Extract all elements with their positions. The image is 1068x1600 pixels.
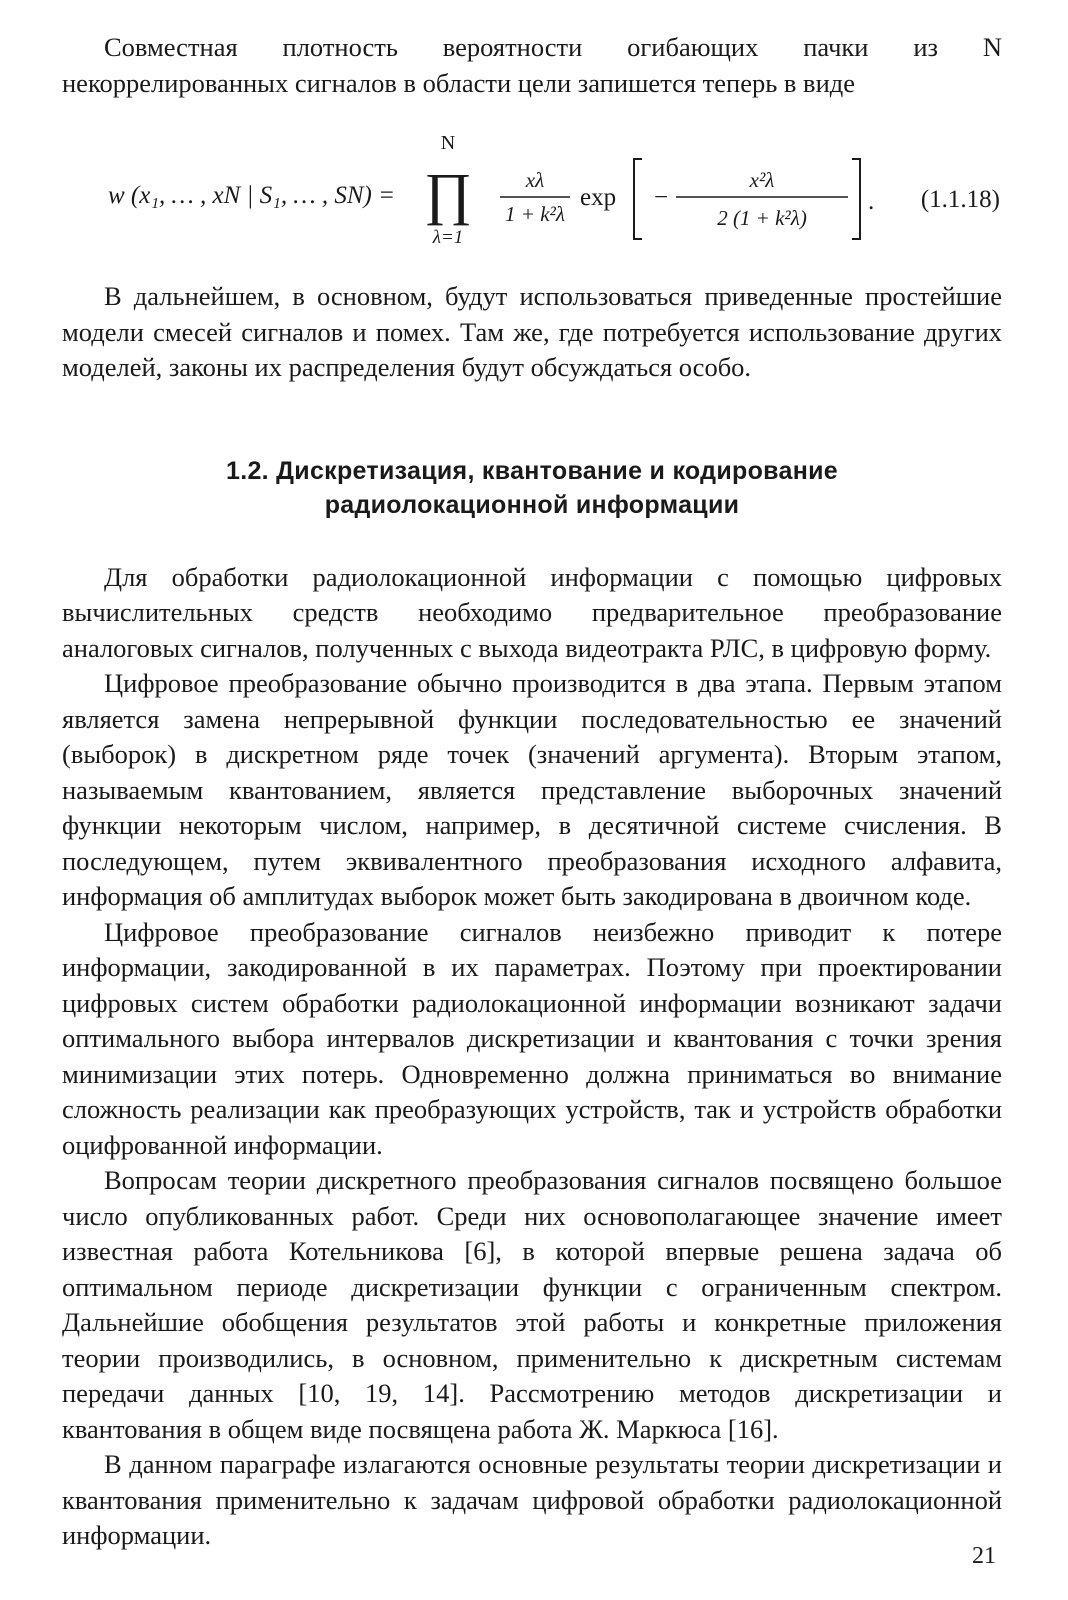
formula-minus: − [654, 184, 669, 211]
section-heading [62, 454, 1002, 522]
book-page [62, 30, 1002, 1570]
body-paragraph-4: Вопросам теории дискретного преобразования сигналов посвящено большое число опубликованных работ. Среди них основополагающее значение имеет известная работа Котельникова [6], в которой впервые решена задача об оптимальном периоде дискретизации функции с ограниченным спектром. Дальнейшие обобщения результатов этой работы и конкретные приложения теории производились, в основном, применительно к дискретным системам передачи данных [10, 19, 14]. Рассмотрению методов дискретизации и квантования в общем виде посвящена работа Ж. Маркюса [16]. [62, 1165, 1002, 1444]
body-paragraph-2: Цифровое преобразование обычно производится в два этапа. Первым этапом является замена непрерывной функции последовательностью ее значений (выборок) в дискретном ряде точек (значений аргумента). Вторым этапом, называемым квантованием, является представление выборочных значений функции некоторым числом, например, в десятичной системе счисления. В последующем, путем эквивалентного преобразования исходного алфавита, информация об амплитудах выборок может быть закодирована в двоичном коде. [62, 668, 1002, 911]
page-number: 21 [972, 1543, 996, 1569]
exp-label: exp [580, 184, 617, 211]
body-paragraph-1: Для обработки радиолокационной информации с помощью цифровых вычислительных средств необходимо предварительное преобразование аналоговых сигналов, полученных с выхода видеотракта РЛС, в цифровую форму. [62, 561, 1002, 663]
formula-trailing-dot: . [868, 188, 875, 215]
fraction2-numerator: x²λ [749, 168, 775, 192]
equation-number: (1.1.18) [920, 186, 1000, 213]
fraction1-numerator: xλ [525, 168, 545, 192]
fraction2-denominator: 2 (1 + k²λ) [717, 206, 807, 230]
product-symbol: ∏ [424, 161, 472, 226]
formula-lower-limit: λ=1 [432, 227, 464, 248]
right-bracket [852, 159, 860, 239]
formula-lhs: w (x₁, … , xN | S₁, … , SN) = [108, 182, 395, 209]
left-bracket [634, 159, 642, 239]
fraction1-denominator: 1 + k²λ [505, 202, 565, 226]
paragraph-after-formula: В дальнейшем, в основном, будут использоваться приведенные простейшие модели смесей сигналов и помех. Там же, где потребуется использование других моделей, законы их распределения будут обсуждаться особо. [62, 281, 1002, 382]
body-paragraph-3: Цифровое преобразование сигналов неизбежно приводит к потере информации, закодированной в их параметрах. Поэтому при проектировании цифровых систем обработки радиолокационной информации возникают задачи оптимального выбора интервалов дискретизации и квантования с точки зрения минимизации этих потерь. Одновременно должна приниматься во внимание сложность реализации как преобразующих устройств, так и устройств обработки оцифрованной информации. [62, 916, 1002, 1160]
section-title-line-2: радиолокационной информации [324, 490, 740, 519]
body-paragraph-5: В данном параграфе излагаются основные результаты теории дискретизации и квантования применительно к задачам цифровой обработки радиолокационной информации. [62, 1449, 1002, 1550]
formula-1-1-18 [62, 109, 1002, 259]
intro-paragraph: Совместная плотность вероятности огибающих пачки из N некоррелированных сигналов в области цели запишется теперь в виде [62, 32, 1002, 98]
formula-graphic [62, 109, 1002, 259]
section-title-line-1: 1.2. Дискретизация, квантование и кодирование [226, 456, 838, 485]
formula-upper-limit: N [440, 132, 456, 154]
